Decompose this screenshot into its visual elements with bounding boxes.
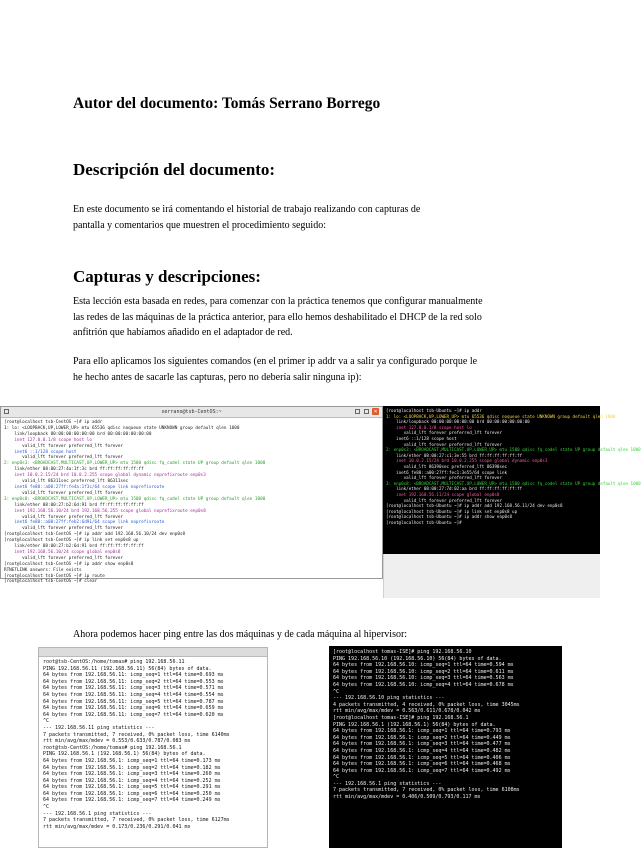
terminal-line: link/loopback 00:00:00:00:00:00 brd 00:00:00:00:00:00	[4, 431, 152, 437]
terminal-line: 64 bytes from 192.168.56.1: icmp_seq=4 ttl=64 time=0.482 ms	[333, 747, 511, 754]
terminal-line: 7 packets transmitted, 7 received, 0% packet loss, time 6127ms	[43, 817, 230, 824]
terminal-line: 64 bytes from 192.168.56.11: icmp_seq=7 ttl=64 time=0.620 ms	[43, 711, 224, 718]
terminal-line: inet 192.168.56.10/24 scope global enp0s8	[4, 549, 121, 555]
close-icon: ×	[373, 408, 378, 415]
terminal-line: valid_lft 86390sec preferred_lft 86390sec	[386, 463, 508, 469]
terminal-line: inet6 fe80::a00:27ff:feb2:6d91/64 scope link noprefixroute	[4, 520, 165, 526]
description-heading: Descripción del documento:	[73, 160, 276, 179]
description-paragraph	[73, 202, 538, 233]
terminal-line: 2: enp0s3: <BROADCAST,MULTICAST,UP,LOWER_UP> mtu 1500 qdisc fq_codel state UP group default qlen 1000	[386, 447, 641, 453]
terminal-line: [root@localhost tsb-CentOS ~]# ip link set enp0s8 up	[4, 538, 139, 544]
terminal-line: ^C	[43, 718, 50, 725]
terminal-line: 64 bytes from 192.168.56.10: icmp_seq=4 ttl=64 time=0.678 ms	[333, 681, 514, 688]
author-heading: Autor del documento: Tomás Serrano Borrego	[73, 95, 381, 112]
terminal-line: 64 bytes from 192.168.56.11: icmp_seq=2 ttl=64 time=0.553 ms	[43, 678, 224, 685]
terminal-line: valid_lft forever preferred_lft forever	[4, 455, 123, 461]
terminal-line: ^C	[333, 688, 340, 695]
terminal-titlebar	[1, 407, 382, 418]
terminal-line: inet6 fe80::a00:27ff:fe4a:1f3c/64 scope link noprefixroute	[4, 484, 165, 490]
terminal-line: 64 bytes from 192.168.56.1: icmp_seq=7 ttl=64 time=0.249 ms	[43, 797, 221, 804]
terminal-line: valid_lft forever preferred_lft forever	[386, 497, 502, 503]
terminal-line: ^C	[333, 774, 340, 781]
terminal-line: 64 bytes from 192.168.56.1: icmp_seq=5 ttl=64 time=0.406 ms	[333, 754, 511, 761]
terminal-line: 64 bytes from 192.168.56.1: icmp_seq=4 ttl=64 time=0.252 ms	[43, 777, 221, 784]
terminal-line: [root@localhost tsb-Ubuntu ~]# ip addr show enp0s8	[386, 514, 513, 520]
maximize-icon	[364, 409, 369, 414]
terminal-line: [root@localhost tsb-Ubuntu ~]# ip link set enp0s8 up	[386, 508, 518, 514]
terminal-line: [root@localhost tsb-CentOS ~]# clear	[4, 579, 98, 585]
terminal-line: [root@localhost tsb-CentOS ~]# ip route	[4, 573, 105, 579]
terminal-line: inet 192.168.56.11/24 scope global enp0s8	[386, 491, 500, 497]
terminal-line: [root@localhost tomas-ISE]# ping 192.168.56.10	[333, 649, 472, 655]
terminal-line: valid_lft 86311sec preferred_lft 86311sec	[4, 479, 129, 485]
terminal-line: PING 192.168.56.1 (192.168.56.1) 56(84) bytes of data.	[333, 721, 496, 728]
terminal-line: link/ether 08:00:27:b2:6d:91 brd ff:ff:ff:ff:ff:ff	[4, 502, 144, 508]
terminal-line: 1: lo: <LOOPBACK,UP,LOWER_UP> mtu 65536 qdisc noqueue state UNKNOWN group default qlen 1000	[4, 425, 240, 431]
description-line: En este documento se irá comentando el historial de trabajo realizando con capturas de	[73, 204, 421, 215]
terminal-output	[383, 406, 641, 527]
terminal-line: 64 bytes from 192.168.56.11: icmp_seq=4 ttl=64 time=0.554 ms	[43, 691, 224, 698]
terminal-line: 64 bytes from 192.168.56.1: icmp_seq=2 ttl=64 time=0.449 ms	[333, 734, 511, 741]
terminal-line: inet 10.0.2.15/24 brd 10.0.2.255 scope global dynamic noprefixroute enp0s3	[4, 473, 206, 479]
terminal-line: --- 192.168.56.1 ping statistics ---	[43, 810, 152, 817]
terminal-line: [root@localhost tsb-CentOS ~]# ip addr	[4, 420, 103, 425]
terminal-line: 64 bytes from 192.168.56.11: icmp_seq=1 ttl=64 time=0.693 ms	[43, 672, 224, 679]
screenshot-ping-ubuntu	[329, 646, 562, 848]
terminal-line: inet 127.0.0.1/8 scope host lo	[386, 424, 472, 430]
terminal-line: 3: enp0s8: <BROADCAST,MULTICAST,UP,LOWER_UP> mtu 1500 qdisc fq_codel state UP group default qlen 1000	[386, 480, 641, 486]
minimize-icon	[355, 409, 360, 414]
terminal-line: rtt min/avg/max/mdev = 0.406/0.509/0.793/0.117 ms	[333, 794, 481, 801]
terminal-line: valid_lft forever preferred_lft forever	[4, 526, 123, 532]
terminal-line: 64 bytes from 192.168.56.11: icmp_seq=6 ttl=64 time=0.659 ms	[43, 705, 224, 712]
terminal-line: --- 192.168.56.11 ping statistics ---	[43, 724, 155, 731]
terminal-line: PING 192.168.56.10 (192.168.56.10) 56(84) bytes of data.	[333, 655, 502, 662]
terminal-line: inet 127.0.0.1/8 scope host lo	[4, 437, 92, 443]
captures-line: anfitrión que habíamos añadido en el adaptador de red.	[73, 327, 293, 338]
terminal-line: valid_lft forever preferred_lft forever	[4, 555, 123, 561]
terminal-line: rtt min/avg/max/mdev = 0.553/0.633/0.787/0.083 ms	[43, 738, 191, 745]
terminal-line: inet6 ::1/128 scope host	[386, 435, 457, 441]
terminal-line: inet6 ::1/128 scope host	[4, 449, 77, 455]
terminal-output	[39, 657, 267, 832]
terminal-line: valid_lft forever preferred_lft forever	[4, 514, 123, 520]
terminal-line: 64 bytes from 192.168.56.10: icmp_seq=2 ttl=64 time=0.611 ms	[333, 668, 514, 675]
captures-paragraph	[73, 294, 538, 341]
terminal-titlebar	[39, 648, 267, 657]
terminal-line: valid_lft forever preferred_lft forever	[386, 430, 502, 436]
terminal-line: root@tsb-CentOS:/home/tomas# ping 192.168.56.1	[43, 744, 182, 751]
terminal-line: [root@localhost tsb-Ubuntu ~]#	[386, 519, 462, 525]
terminal-line: PING 192.168.56.11 (192.168.56.11) 56(84) bytes of data.	[43, 665, 212, 672]
ping-paragraph: Ahora podemos hacer ping entre las dos máquinas y de cada máquina al hipervisor:	[73, 629, 408, 640]
terminal-line: 64 bytes from 192.168.56.1: icmp_seq=5 ttl=64 time=0.291 ms	[43, 784, 221, 791]
terminal-line: 64 bytes from 192.168.56.10: icmp_seq=3 ttl=64 time=0.563 ms	[333, 675, 514, 682]
terminal-line: [root@localhost tsb-Ubuntu ~]# ip addr add 192.168.56.11/24 dev enp0s8	[386, 503, 563, 509]
terminal-line: RTNETLINK answers: File exists	[4, 567, 82, 573]
terminal-line: 64 bytes from 192.168.56.11: icmp_seq=5 ttl=64 time=0.787 ms	[43, 698, 224, 705]
terminal-line: 1: lo: <LOOPBACK,UP,LOWER_UP> mtu 65536 qdisc noqueue state UNKNOWN group default qlen 1000	[386, 413, 616, 419]
terminal-line: link/ether 08:00:27:4a:1f:3c brd ff:ff:ff:ff:ff:ff	[4, 467, 144, 473]
terminal-line: rtt min/avg/max/mdev = 0.563/0.611/0.678/0.042 ms	[333, 708, 481, 715]
terminal-line: 7 packets transmitted, 7 received, 0% packet loss, time 6140ms	[43, 731, 230, 738]
terminal-line: 64 bytes from 192.168.56.1: icmp_seq=3 ttl=64 time=0.477 ms	[333, 741, 511, 748]
terminal-line: link/ether 08:00:27:7d:02:aa brd ff:ff:ff:ff:ff:ff	[386, 486, 523, 492]
terminal-line: 64 bytes from 192.168.56.1: icmp_seq=6 ttl=64 time=0.250 ms	[43, 790, 221, 797]
terminal-line: valid_lft forever preferred_lft forever	[386, 475, 502, 481]
screenshot-blank-area	[383, 554, 600, 598]
terminal-line: 2: enp0s3: <BROADCAST,MULTICAST,UP,LOWER_UP> mtu 1500 qdisc fq_codel state UP group default qlen 1000	[4, 461, 266, 467]
terminal-line: 64 bytes from 192.168.56.1: icmp_seq=7 ttl=64 time=0.492 ms	[333, 767, 511, 774]
terminal-line: valid_lft forever preferred_lft forever	[386, 441, 502, 447]
terminal-line: --- 192.168.56.10 ping statistics ---	[333, 695, 445, 702]
terminal-line: inet 192.168.56.10/24 brd 192.168.56.255 scope global noprefixroute enp0s8	[4, 508, 206, 514]
captures-line: Esta lección esta basada en redes, para comenzar con la práctica tenemos que configurar manualmente	[73, 296, 483, 307]
terminal-output	[1, 418, 382, 587]
terminal-title: serrano@tsb-CentOS:~	[161, 409, 222, 415]
screenshot-ping-centos	[38, 647, 268, 848]
terminal-line: valid_lft forever preferred_lft forever	[4, 443, 123, 449]
captures-heading: Capturas y descripciones:	[73, 267, 261, 286]
terminal-line: PING 192.168.56.1 (192.168.56.1) 56(84) bytes of data.	[43, 751, 206, 758]
terminal-line: 7 packets transmitted, 7 received, 0% packet loss, time 6108ms	[333, 787, 520, 794]
terminal-line: 64 bytes from 192.168.56.1: icmp_seq=3 ttl=64 time=0.260 ms	[43, 771, 221, 778]
commands-paragraph	[73, 354, 538, 385]
captures-line: las redes de las máquinas de la práctica anterior, para ello hemos deshabilitado el DHCP de la red solo	[73, 311, 482, 323]
screenshot-terminal-centos	[0, 406, 383, 585]
screenshot-terminal-ubuntu	[383, 406, 641, 554]
terminal-line: link/ether 08:00:27:c1:3e:55 brd ff:ff:ff:ff:ff:ff	[386, 452, 523, 458]
terminal-line: 64 bytes from 192.168.56.1: icmp_seq=1 ttl=64 time=0.793 ms	[333, 728, 511, 735]
terminal-line: link/ether 08:00:27:b2:6d:91 brd ff:ff:ff:ff:ff:ff	[4, 544, 144, 550]
terminal-line: rtt min/avg/max/mdev = 0.173/0.236/0.291/0.041 ms	[43, 823, 191, 830]
terminal-line: --- 192.168.56.1 ping statistics ---	[333, 780, 442, 787]
terminal-line: [root@localhost tsb-CentOS ~]# ip addr show enp0s8	[4, 561, 134, 567]
terminal-line: 64 bytes from 192.168.56.1: icmp_seq=2 ttl=64 time=0.182 ms	[43, 764, 221, 771]
terminal-line: [root@localhost tomas-ISE]# ping 192.168.56.1	[333, 714, 469, 721]
terminal-line: 3: enp0s8: <BROADCAST,MULTICAST,UP,LOWER_UP> mtu 1500 qdisc fq_codel state UP group default qlen 1000	[4, 496, 266, 502]
terminal-line: 64 bytes from 192.168.56.10: icmp_seq=1 ttl=64 time=0.594 ms	[333, 662, 514, 669]
terminal-line: 64 bytes from 192.168.56.1: icmp_seq=6 ttl=64 time=0.468 ms	[333, 761, 511, 768]
commands-line: he hecho antes de sacarle las capturas, pero no debería salir ninguna ip):	[73, 371, 362, 383]
terminal-output	[329, 646, 562, 804]
terminal-line: inet6 fe80::a00:27ff:fec1:3e55/64 scope link	[386, 469, 508, 475]
terminal-line: 64 bytes from 192.168.56.11: icmp_seq=3 ttl=64 time=0.571 ms	[43, 685, 224, 692]
terminal-line: [root@localhost tsb-CentOS ~]# ip addr add 192.168.56.10/24 dev enp0s8	[4, 532, 186, 538]
terminal-line: root@tsb-CentOS:/home/tomas# ping 192.168.56.11	[43, 659, 185, 665]
terminal-line: link/loopback 00:00:00:00:00:00 brd 00:00:00:00:00:00	[386, 419, 530, 425]
terminal-line: valid_lft forever preferred_lft forever	[4, 490, 123, 496]
description-line: pantalla y comentarios que muestren el procedimiento seguido:	[73, 219, 326, 231]
terminal-line: 64 bytes from 192.168.56.1: icmp_seq=1 ttl=64 time=0.173 ms	[43, 757, 221, 764]
terminal-line: ^C	[43, 804, 50, 811]
commands-line: Para ello aplicamos los siguientes comandos (en el primer ip addr va a salir ya configurado porque le	[73, 356, 478, 367]
terminal-line: [root@localhost tsb-Ubuntu ~]# ip addr	[386, 408, 482, 413]
terminal-line: inet 10.0.2.15/24 brd 10.0.2.255 scope global dynamic enp0s3	[386, 458, 548, 464]
terminal-line: 4 packets transmitted, 4 received, 0% packet loss, time 3045ms	[333, 701, 520, 708]
